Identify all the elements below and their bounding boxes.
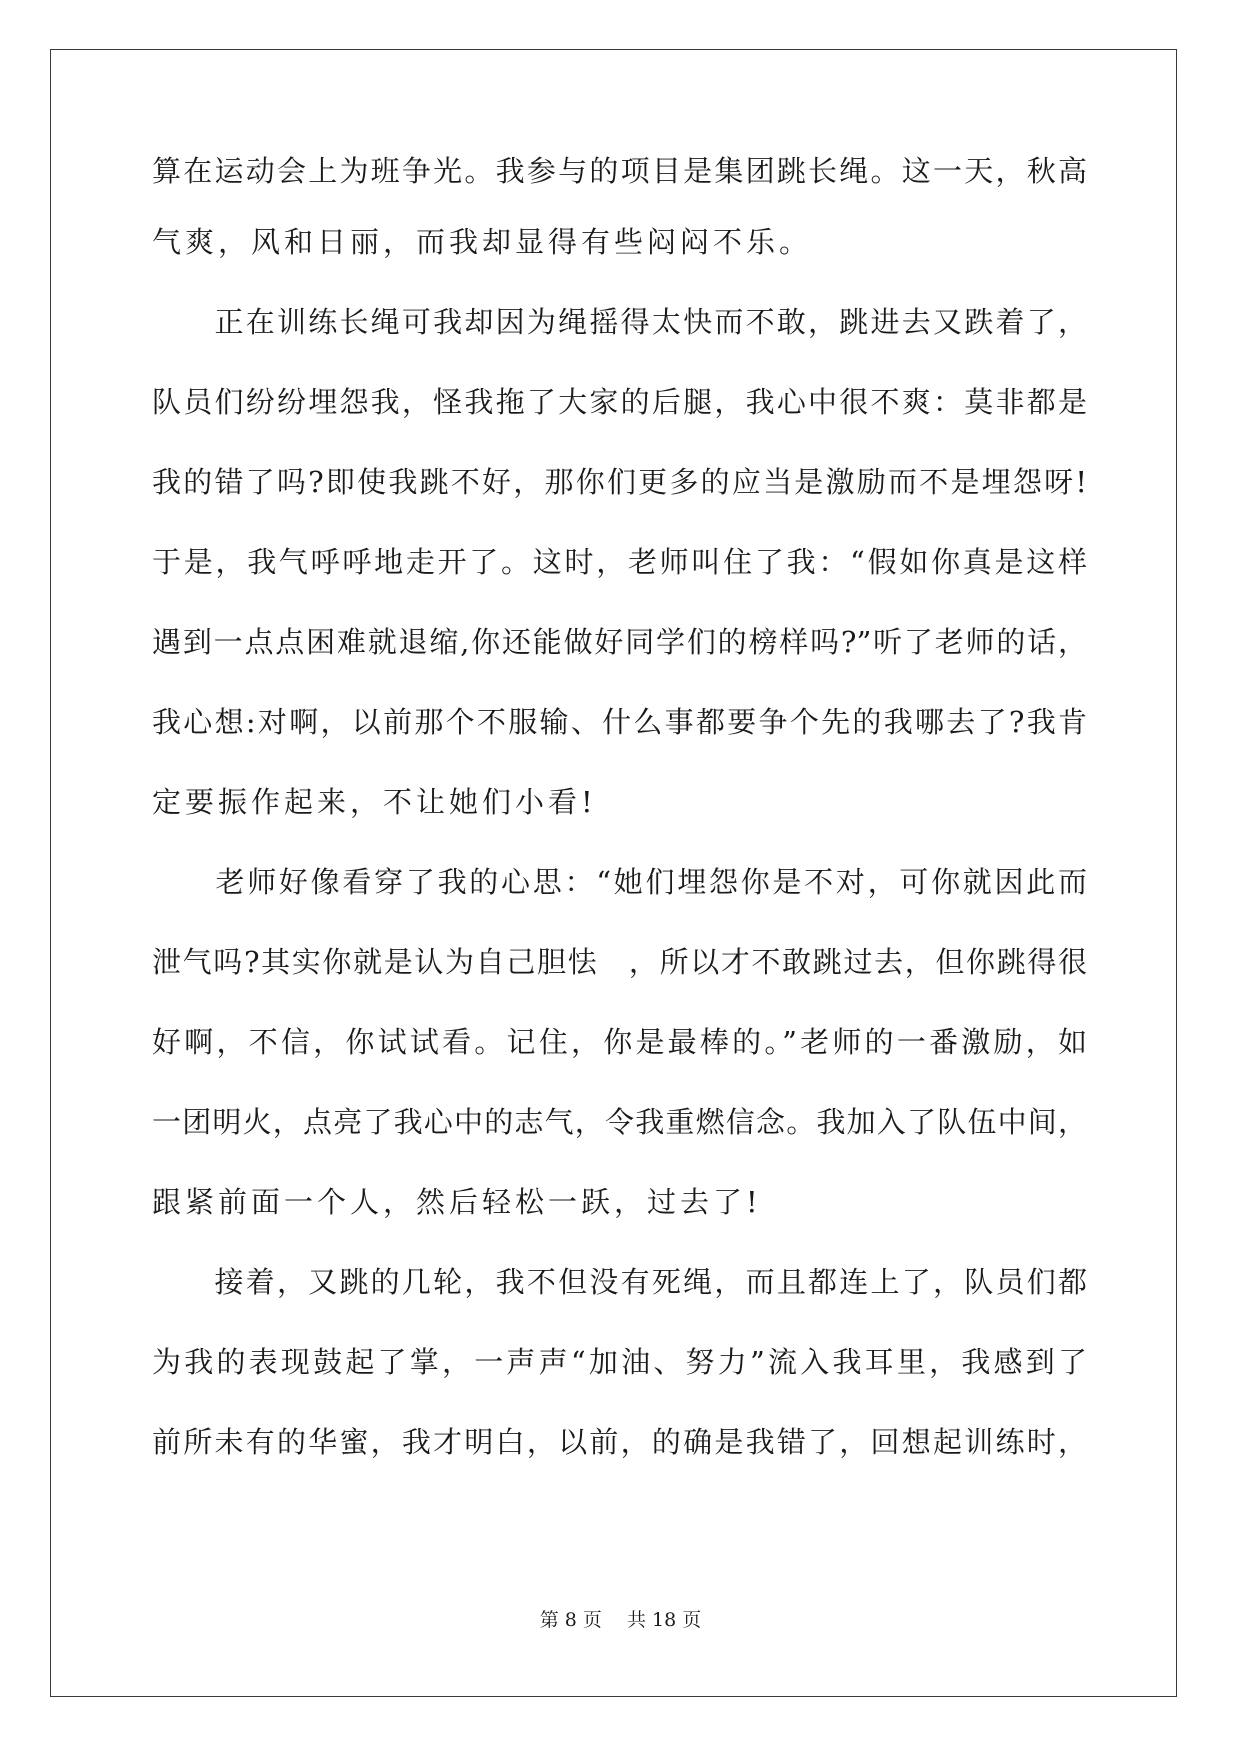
text-line: 定要振作起来，不让她们小看! <box>152 785 597 819</box>
text-line: 接着，又跳的几轮，我不但没有死绳，而且都连上了，队员们都 <box>152 1265 1087 1299</box>
text-line: 我的错了吗?即使我跳不好，那你们更多的应当是激励而不是埋怨呀! <box>152 465 1087 499</box>
text-line: 跟紧前面一个人，然后轻松一跃，过去了! <box>152 1185 762 1219</box>
text-line: 正在训练长绳可我却因为绳摇得太快而不敢，跳进去又跌着了， <box>152 305 1087 339</box>
text-line: 遇到一点点困难就退缩,你还能做好同学们的榜样吗?”听了老师的话， <box>152 625 1087 659</box>
text-line: 好啊，不信，你试试看。记住，你是最棒的。”老师的一番激励，如 <box>152 1025 1087 1059</box>
page-number: 第 8 页 共 18 页 <box>539 1609 702 1631</box>
text-line: 为我的表现鼓起了掌，一声声“加油、努力”流入我耳里，我感到了 <box>152 1345 1087 1379</box>
text-line: 我心想:对啊，以前那个不服输、什么事都要争个先的我哪去了?我肯 <box>152 705 1087 739</box>
text-line: 算在运动会上为班争光。我参与的项目是集团跳长绳。这一天，秋高 <box>152 154 1087 188</box>
text-line: 老师好像看穿了我的心思：“她们埋怨你是不对，可你就因此而 <box>152 865 1087 899</box>
text-line: 队员们纷纷埋怨我，怪我拖了大家的后腿，我心中很不爽：莫非都是 <box>152 385 1087 419</box>
text-line: 气爽，风和日丽，而我却显得有些闷闷不乐。 <box>152 225 813 259</box>
text-line: 泄气吗?其实你就是认为自己胆怯 ，所以才不敢跳过去，但你跳得很 <box>152 945 1087 979</box>
text-line: 于是，我气呼呼地走开了。这时，老师叫住了我：“假如你真是这样 <box>152 545 1087 579</box>
text-line: 一团明火，点亮了我心中的志气，令我重燃信念。我加入了队伍中间， <box>152 1105 1087 1139</box>
text-line: 前所未有的华蜜，我才明白，以前，的确是我错了，回想起训练时， <box>152 1425 1087 1459</box>
